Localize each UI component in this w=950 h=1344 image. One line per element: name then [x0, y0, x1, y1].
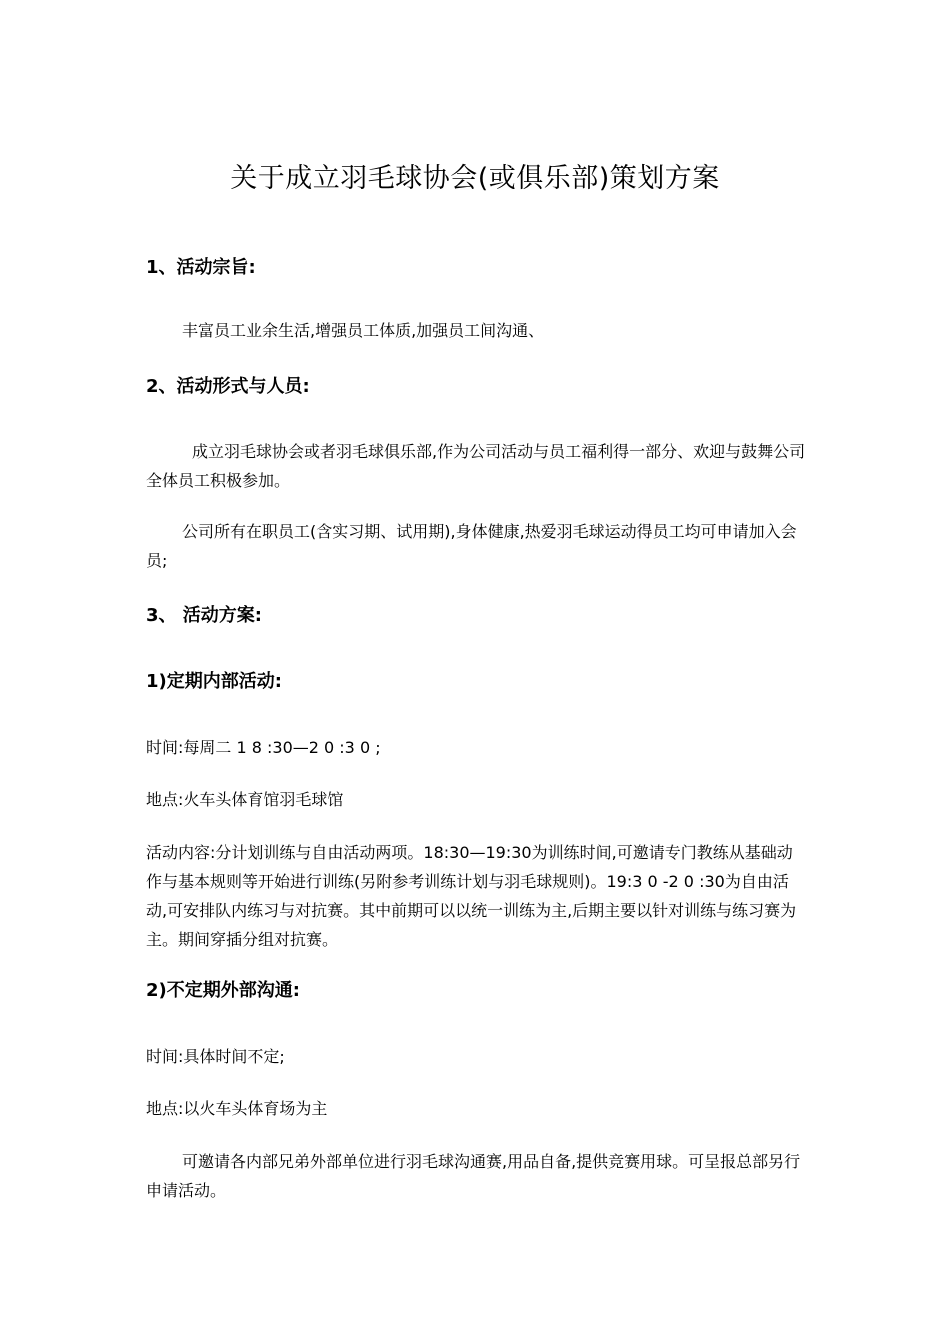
subsection-2-place: 地点:以火车头体育场为主 — [146, 1099, 328, 1118]
subsection-2-time: 时间:具体时间不定; — [146, 1047, 285, 1066]
section-1-heading: 1、活动宗旨: — [146, 257, 256, 278]
subsection-1-place: 地点:火车头体育馆羽毛球馆 — [146, 790, 344, 809]
subsection-1-heading: 1)定期内部活动: — [146, 671, 282, 692]
document-title: 关于成立羽毛球协会(或俱乐部)策划方案 — [230, 163, 720, 194]
section-2-paragraph-2: 公司所有在职员工(含实习期、试用期),身体健康,热爱羽毛球运动得员工均可申请加入会员; — [146, 522, 797, 570]
subsection-1-content: 活动内容:分计划训练与自由活动两项。18:30—19:30为训练时间,可邀请专门教练从基础动作与基本规则等开始进行训练(另附参考训练计划与羽毛球规则)。19:3 0 -2 0 :30为自由活动,可安排队内练习与对抗赛。其中前期可以以统一训练为主,后期主要以针对训练与练习赛为主。期间穿插分组对抗赛。 — [146, 843, 797, 949]
subsection-1-time: 时间:每周二 1 8 :30—2 0 :3 0 ; — [146, 738, 381, 757]
subsection-2-heading: 2)不定期外部沟通: — [146, 980, 300, 1001]
section-2-heading: 2、活动形式与人员: — [146, 376, 310, 397]
section-3-heading: 3、 活动方案: — [146, 605, 262, 626]
subsection-2-text: 可邀请各内部兄弟外部单位进行羽毛球沟通赛,用品自备,提供竞赛用球。可呈报总部另行申请活动。 — [146, 1152, 801, 1200]
section-2-paragraph-1: 成立羽毛球协会或者羽毛球俱乐部,作为公司活动与员工福利得一部分、欢迎与鼓舞公司全体员工积极参加。 — [146, 442, 806, 490]
section-1-text: 丰富员工业余生活,增强员工体质,加强员工间沟通、 — [182, 321, 545, 340]
